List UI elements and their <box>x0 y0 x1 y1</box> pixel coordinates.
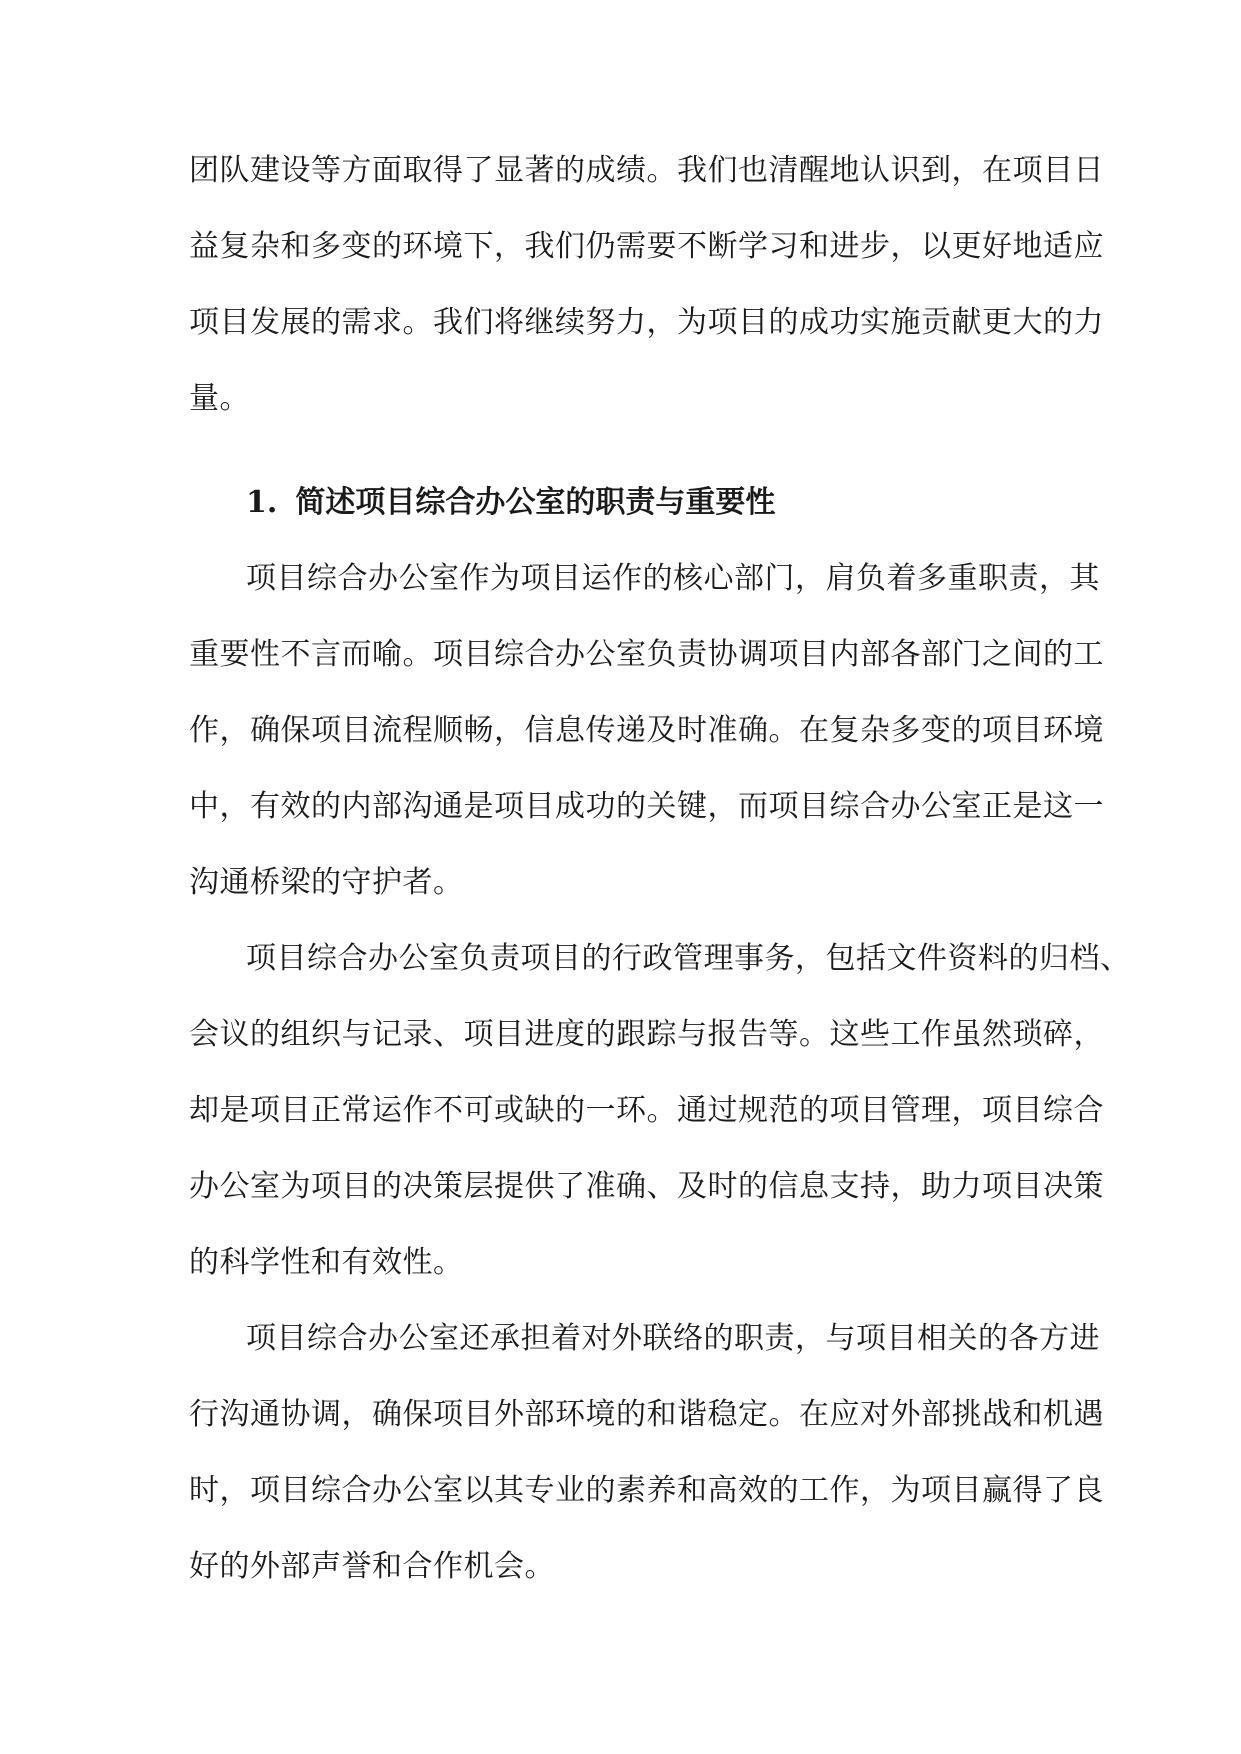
intro-line-1: 团队建设等方面取得了显著的成绩。我们也清醒地认识到，在项目日 <box>189 153 1104 188</box>
section-title: 简述项目综合办公室的职责与重要性 <box>295 485 776 520</box>
p3-line-2: 行沟通协调，确保项目外部环境的和谐稳定。在应对外部挑战和机遇 <box>189 1397 1104 1432</box>
p3-line-3: 时，项目综合办公室以其专业的素养和高效的工作，为项目赢得了良 <box>189 1473 1104 1508</box>
section-heading <box>246 483 775 523</box>
intro-line-3: 项目发展的需求。我们将继续努力，为项目的成功实施贡献更大的力 <box>189 305 1104 340</box>
p3-line-1: 项目综合办公室还承担着对外联络的职责，与项目相关的各方进 <box>246 1321 1100 1356</box>
p2-line-2: 会议的组织与记录、项目进度的跟踪与报告等。这些工作虽然琐碎， <box>189 1017 1104 1052</box>
intro-line-4: 量。 <box>189 381 250 416</box>
p1-line-3: 作，确保项目流程顺畅，信息传递及时准确。在复杂多变的项目环境 <box>189 713 1104 748</box>
p1-line-2: 重要性不言而喻。项目综合办公室负责协调项目内部各部门之间的工 <box>189 637 1104 672</box>
p3-line-4: 好的外部声誉和合作机会。 <box>189 1549 555 1584</box>
section-number: 1. <box>246 485 278 520</box>
p2-line-4: 办公室为项目的决策层提供了准确、及时的信息支持，助力项目决策 <box>189 1169 1104 1204</box>
intro-line-2: 益复杂和多变的环境下，我们仍需要不断学习和进步，以更好地适应 <box>189 229 1104 264</box>
p1-line-5: 沟通桥梁的守护者。 <box>189 865 464 900</box>
p1-line-4: 中，有效的内部沟通是项目成功的关键，而项目综合办公室正是这一 <box>189 789 1104 824</box>
p1-line-1: 项目综合办公室作为项目运作的核心部门，肩负着多重职责，其 <box>246 561 1100 596</box>
p2-line-1: 项目综合办公室负责项目的行政管理事务，包括文件资料的归档、 <box>246 941 1131 976</box>
p2-line-3: 却是项目正常运作不可或缺的一环。通过规范的项目管理，项目综合 <box>189 1093 1104 1128</box>
p2-line-5: 的科学性和有效性。 <box>189 1245 464 1280</box>
